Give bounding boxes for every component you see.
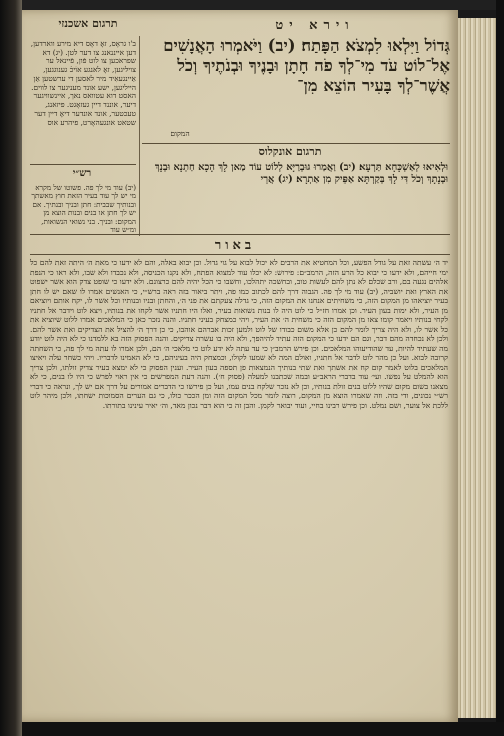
verse-rule <box>142 143 450 144</box>
rashi-commentary: (יב) עוד מי לך פה. פשוטו של מקרא מי יש לך עוד בעיר הזאת חוץ מאשתך ובנותיך שבבית: חתן ובניך ובנתיך. אם יש לך חתן או בנים ובנות הוצא מן המקום: ובניך. בני נשואי הנשואות, ומ״ש עוד <box>31 183 136 235</box>
biur-rule-bottom <box>30 254 450 255</box>
header-parashah: וירא יט <box>275 18 355 33</box>
book-spine-shadow <box>0 0 22 736</box>
biur-title: באור <box>214 238 256 253</box>
scan-bottom-border <box>22 722 504 736</box>
onkelos-translation: וּלְאִיאוּ לְאַשְׁכָּחָא תַּרְעָא׃ (יב) וַאֲמַרוּ גּוּבְרַיָּא לְלוֹט עוֹד מַאן לָךְ הָכָא חַתְנָא וּבְנָךְ וּבְנָתָךְ וְכֹל דִּי לָךְ בְּקַרְתָּא אַפֵּיק מִן אַתְרָא׃ (יג) אֲרֵי <box>154 162 448 186</box>
rashi-title: רש״י <box>72 168 92 179</box>
ashkenazi-translation: ב'ו גראָס, זאָ דאָס דיא מירע ווארדען, דען אייננאנג צו דער לטן. (יג) דא שפראכען צו לוט פֿון, פֿיינאל ער צויליגען, זאָ לאנגע אוֹיכֿ גענוגגען, אַיינגעאִיד מיר לאסען די ערשטען אַן הייליגען, ישע אונד מעניגער צו לווים. האסט דוא עטוואס נאך, איינשוויגער דיער, אוננד דיין געזאָגט. פיזאנג, טעכטער, אונד אונדער דיאָ דיין דער שטאט אונגעהאָרט, פיהרע אוס <box>30 39 136 127</box>
rashi-rule <box>30 164 136 165</box>
scan-top-border <box>22 0 504 10</box>
biur-rule-top <box>30 234 450 235</box>
biur-commentary: יד ה׳ עשתה זאת על גודל הפשע, וכל המחטיא את הרבים לא יכול לבוא על גוי גדול. וכן יבוא באלה, והם לא ידעו כי מאת ה׳ היתה זאת להם כל ימי חייהם, ולא ידעו כי יבוא כל הרע הזה, הרמב״ם: פירוש: לא יכלו עוד למצוא הפתח, ולא נקנו הכניסה, ולא נכבדו ולא שבו, ולא ראו כי הנפת אלהים נגעה בם, ורב שכלם לא נתן להם לעשות טוב, ובחשכה יתהלכו, וחשבו כי הכל יהיה להם כרצונם. ולא ידעו כי שופט צדק הוא אשר ישפוט את הארץ ואת יושביה, (יב) עוד מי לך פה. הגבוה דרך להם לכתוב כמו פה, ויתר ביאור בזה ראה ברש״י, כי האנשים אמרו לו שאם יש לו חתן בעיר יוציאהו מן המקום הזה, כי משחיתים אנחנו את המקום הזה, כי גדלה צעקתם את פני ה׳, והחתן ובניו ובנותיו וכל אשר לו, יקח אותם ויוציאם מן העיר, ולא ימות בעון העיר. וכן אמרו חז״ל כי לוט היה לו בנות נשואות בעיר, ואלו היו חתניו אשר לקחו את בנותיו, ויצא לוט וידבר אל חתניו לקחי בנותיו ויאמר קומו צאו מן המקום הזה כי משחית ה׳ את העיר, ויהי כמצחק בעיני חתניו. והנה נזכר כאן כי המלאכים אמרו ללוט שיוציא את כל אשר לו, ולא היה צריך לומר להם כן אלא משום כבודו של לוט ולמען זכות אברהם אוהבו, כי כן דרך ה׳ להציל את הצדיקים ואת אשר להם. ולכן לא נכחדה מהם דבר, וגם הם ידעו כי המקום הזה עתיד להיהפך, ולא היה בו עשרה צדיקים. והנה הפסוק הזה בא ללמדנו כי לא היה לוט יודע מה שעתיד להיות, עד שהודיעוהו המלאכים. וכן פירש הרמב״ן כי עד עתה לא ידע לוט כי מלאכי ה׳ הם, ולכן אמרו לו עתה מי לך פה, כי השחתה קרובה לבוא. ועל כן מהר לוט לדבר אל חתניו, ואולם המה לא שמעו לקולו, וכמצחק היה בעיניהם, כי לא האמינו לדבריו. ויהי כשחר עלה ויאיצו המלאכים בלוט לאמר קום קח את אשתך ואת שתי בנותיך הנמצאות פן תספה בעון העיר. וענין הפסוק כי לא ימצא בעיר צדיק זולתו, ולכן צריך הוא להמלט על נפשו. ועי׳ עוד בדברי הראב״ע ובמה שכתבנו למעלה (פסוק ח׳). והנה דעת המפרשים כי אין ראוי לפרש כי היו לו בנים, כי לא מצאנו בשום מקום שהיו ללוט בנים זולת בנותיו, וכן לא נזכר שלקח בנים עמו, ועל כן פירשו כי הדברים אמורים על דרך אם יש לך, ונראה כי דברי רש״י נכונים, ודי בזה. וזה שאמרו הוצא מן המקום, רוצה לומר מכל המקום הזה ומן הככר כולו, כי גם הערים הסמוכות ישחתו, ולכן מיהר לוט ללכת אל צוער, ושם נמלט. וכן פירש רבינו בחיי, ועוד יבואר לקמן. והבן זה כי הוא דבר נכון מאד, וה׳ יאיר עינינו בתורתו. <box>30 258 448 410</box>
scan-right-border <box>496 0 504 736</box>
page-edges <box>458 18 496 718</box>
header-ashkenazi: תרגום אשכנזי <box>58 17 118 30</box>
column-divider <box>139 36 140 236</box>
onkelos-title: תרגום אונקלוס <box>258 145 322 158</box>
verse-catchword: המקום <box>170 129 190 138</box>
torah-verse: גְּדוֹל וַיִּלְאוּ לִמְצֹא הַפָּתַח׃ (יב) וַיֹּאמְרוּ הָאֲנָשִׁים אֶל־לוֹט עֹד מִי־לְךָ פֹה חָתָן וּבָנֶיךָ וּבְנֹתֶיךָ וְכֹל אֲשֶׁר־לְךָ בָּעִיר הוֹצֵא מִן־ <box>163 36 450 96</box>
